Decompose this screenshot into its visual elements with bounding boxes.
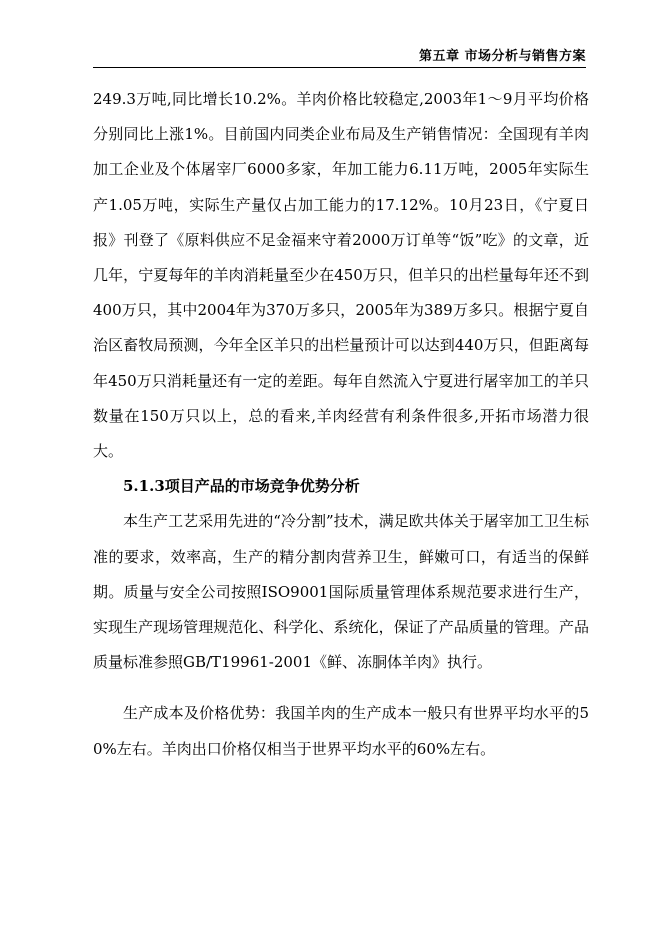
chapter-header-title: 第五章 市场分析与销售方案 xyxy=(418,49,586,64)
paragraph-production-process: 本生产工艺采用先进的“冷分割”技术，满足欧共体关于屠宰加工卫生标准的要求，效率高，生产的精分割肉营养卫生，鲜嫩可口，有适当的保鲜期。质量与安全公司按照ISO9001国际质量管理体系规范要求进行生产，实现生产现场管理规范化、科学化、系统化，保证了产品质量的管理。产品质量标准参照GB/T19961-2001《鲜、冻胴体羊肉》执行。 xyxy=(93,512,589,672)
paragraph-spacer xyxy=(93,680,589,696)
header-divider xyxy=(93,67,586,68)
paragraph-cost-price-advantage: 生产成本及价格优势：我国羊肉的生产成本一般只有世界平均水平的50%左右。羊肉出口价格仅相当于世界平均水平的60%左右。 xyxy=(93,704,589,758)
paragraph-market-supply: 249.3万吨,同比增长10.2%。羊肉价格比较稳定,2003年1～9月平均价格分别同比上涨1%。目前国内同类企业布局及生产销售情况：全国现有羊肉加工企业及个体屠宰厂6000多家，年加工能力6.11万吨，2005年实际生产1.05万吨，实际生产量仅占加工能力的17.12%。10月23日，《宁夏日报》刊登了《原料供应不足金福来守着2000万订单等“饭”吃》的文章，近几年，宁夏每年的羊肉消耗量至少在450万只，但羊只的出栏量每年还不到400万只，其中2004年为370万多只，2005年为389万多只。根据宁夏自治区畜牧局预测，今年全区羊只的出栏量预计可以达到440万只，但距离每年450万只消耗量还有一定的差距。每年自然流入宁夏进行屠宰加工的羊只数量在150万只以上，总的看来,羊肉经营有利条件很多,开拓市场潜力很大。 xyxy=(93,90,589,461)
document-body xyxy=(93,82,589,767)
section-heading-competitive-advantage: 5.1.3项目产品的市场竞争优势分析 xyxy=(123,477,360,496)
